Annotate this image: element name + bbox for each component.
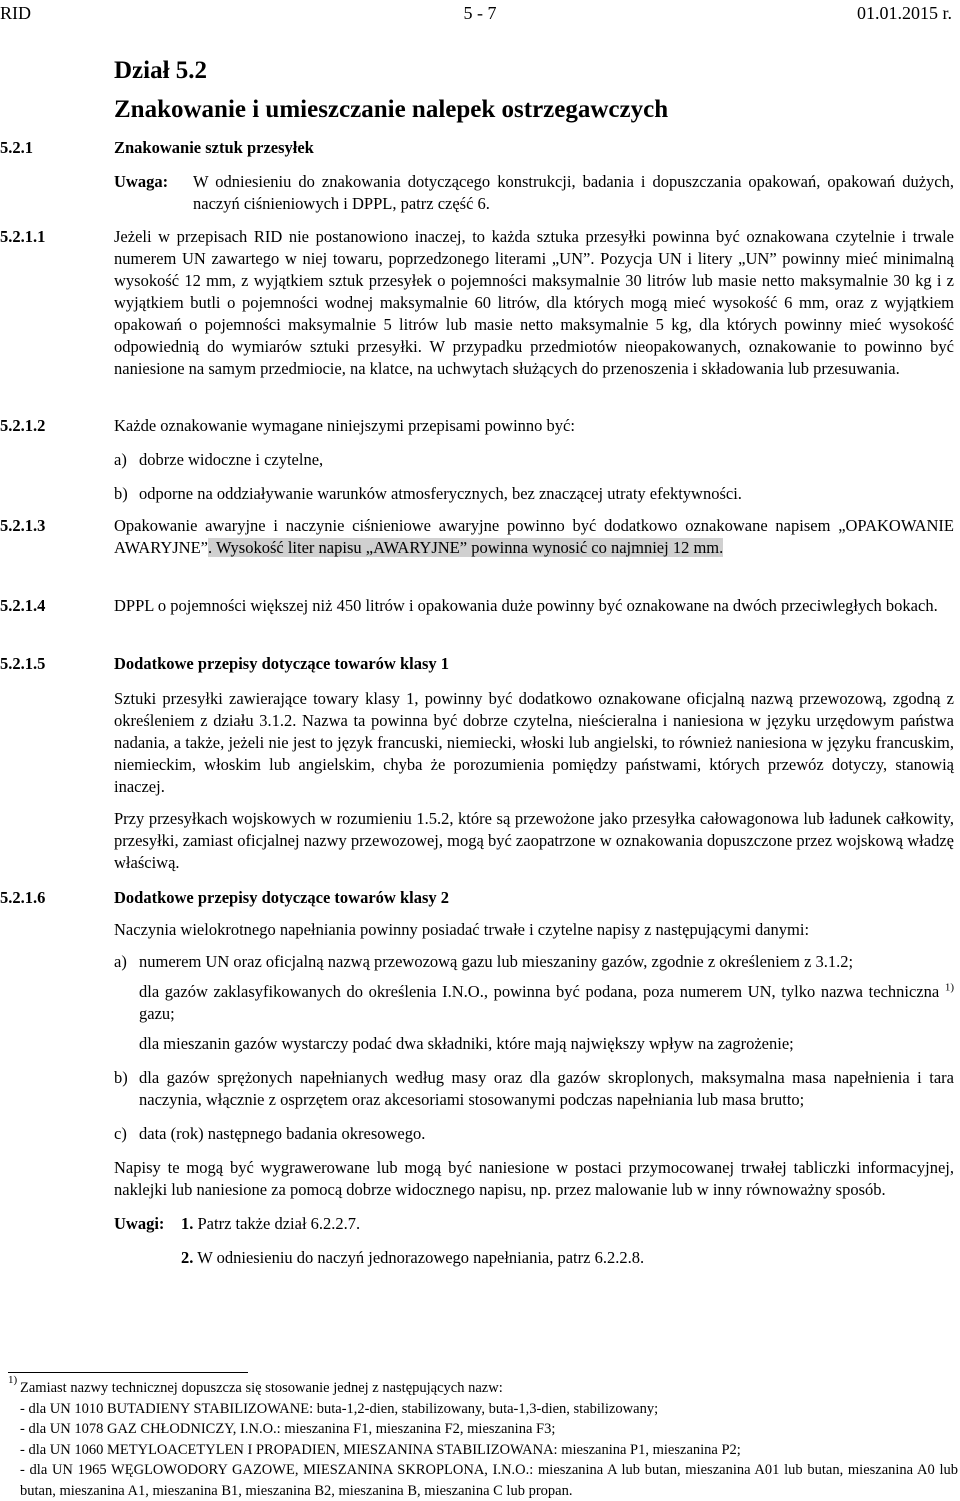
paragraph-text: Sztuki przesyłki zawierające towary klasy 1, powinny być dodatkowo oznakowane oficjalną nazwą przewozową, zgodną z określeniem z działu 3.1.2. Nazwa ta powinna być dobrze czytelna, nieścieralna i naniesiona w języku urzędowym państwa nadania, a także, jeżeli nie jest to język francuski, niemiecki, włoski lub angielski, to również naniesiona w języku francuskim, niemieckim, włoskim lub angielskim, chyba że porozumienia pomiędzy państwami, których przewóz dotyczy, stanowią inaczej.	[114, 689, 954, 796]
header-regulation: RID	[0, 3, 31, 23]
list-item-text: dla gazów sprężonych napełnianych według masy oraz dla gazów skroplonych, maksymalna masa napełnienia i tara naczynia, włącznie z osprzętem oraz akcesoriami stosowanymi podczas napełniania lub masa brutto;	[139, 1068, 954, 1109]
header-page-number: 5 - 7	[463, 3, 497, 23]
note-number: 1.	[181, 1214, 194, 1233]
notes-block	[114, 1213, 954, 1235]
footnote-intro: 1) Zamiast nazwy technicznej dopuszcza się stosowanie jednej z następujących nazw:	[8, 1374, 503, 1396]
list-marker: b)	[114, 1068, 128, 1087]
note-text: W odniesieniu do znakowania dotyczącego konstrukcji, badania i dopuszczania opakowań, opakowań dużych, naczyń ciśnieniowych i DPPL, patrz część 6.	[193, 172, 954, 213]
paragraph-5-2-1-2	[0, 415, 960, 505]
paragraph-text-plain: Opakowanie awaryjne i naczynie ciśnieniowe awaryjne powinno być dodatkowo oznakowane napisem „OPAKOWANIE AWARYJNE”	[114, 516, 954, 557]
list-marker: c)	[114, 1124, 127, 1143]
footnote-line: - dla UN 1010 BUTADIENY STABILIZOWANE: buta-1,2-dien, stabilizowany, buta-1,3-dien, stabilizowany;	[20, 1400, 659, 1417]
paragraph-number: 5.2.1.6	[0, 888, 46, 907]
paragraph-5-2-1-6	[0, 887, 960, 1269]
footnote-intro-text: Zamiast nazwy technicznej dopuszcza się stosowanie jednej z następujących nazw:	[20, 1380, 503, 1396]
footnote-ref: 1)	[944, 981, 954, 994]
paragraph-text: Każde oznakowanie wymagane niniejszymi przepisami powinno być:	[114, 416, 575, 435]
paragraph-text: Jeżeli w przepisach RID nie postanowiono inaczej, to każda sztuka przesyłki powinna być oznakowana czytelnie i trwale numerem UN zawartego w niej towaru, poprzedzonego literami „UN”. Pozycja UN i litery „UN” powinny mieć minimalną wysokość 12 mm, z wyjątkiem sztuk przesyłek o pojemności maksymalnie 30 litrów lub masie netto maksymalnie 30 kg i z wyjątkiem butli o pojemności wodnej maksymalnie 60 litrów, dla których mogą mieć wysokość 6 mm, oraz z wyjątkiem opakowań o pojemności maksymalnie 5 litrów lub masie netto maksymalnie 5 kg, dla których powinny mieć wysokość odpowiednią do wymiarów sztuki przesyłki. W przypadku przedmiotów nieopakowanych, oznakowanie to powinno być naniesione na samym przedmiocie, na klatce, na uchwytach służących do przenoszenia i składowania lub przesuwania.	[114, 227, 954, 378]
note-text: W odniesieniu do naczyń jednorazowego napełniania, patrz 6.2.2.8.	[197, 1248, 645, 1267]
footnotes	[8, 1374, 958, 1501]
paragraph-text: DPPL o pojemności większej niż 450 litrów i opakowania duże powinny być oznakowane na dwóch przeciwległych bokach.	[114, 596, 938, 615]
section-number: 5.2.1	[0, 138, 33, 157]
list-item	[114, 1067, 954, 1111]
note-item-2	[114, 1247, 954, 1269]
footnote-line: - dla UN 1078 GAZ CHŁODNICZY, I.N.O.: mieszanina F1, mieszanina F2, mieszanina F3;	[20, 1421, 556, 1437]
chapter-title: Dział 5.2	[114, 57, 208, 84]
list-marker: a)	[114, 952, 127, 971]
list-item	[114, 951, 954, 973]
paragraph-text: Napisy te mogą być wygrawerowane lub mogą być naniesione w postaci przymocowanej trwałej tabliczki informacyjnej, naklejki lub naniesione za pomocą dobrze widocznego napisu, np. przez malowanie lub w inny równoważny sposób.	[114, 1158, 954, 1199]
list-item-text: data (rok) następnego badania okresowego.	[139, 1124, 426, 1143]
chapter-subtitle: Znakowanie i umieszczanie nalepek ostrzegawczych	[114, 96, 669, 123]
list-subitem	[139, 981, 954, 1025]
footnote-line: - dla UN 1060 METYLOACETYLEN I PROPADIEN, MIESZANINA STABILIZOWANA: mieszanina P1, mieszanina P2;	[20, 1441, 741, 1458]
note-label: Uwaga:	[114, 172, 169, 191]
paragraph-text: Przy przesyłkach wojskowych w rozumieniu 1.5.2, które są przewożone jako przesyłka całowagonowa lub ładunek całkowity, przesyłki, zamiast oficjalnej nazwy przewozowej, mogą być zaopatrzone w oznakowania dopuszczone przez wojskową władzę właściwą.	[114, 809, 954, 872]
section-5-2-1	[0, 137, 960, 159]
paragraph-number: 5.2.1.2	[0, 416, 46, 435]
list-item	[114, 1123, 954, 1145]
list-marker: a)	[114, 450, 127, 469]
notes-label: Uwagi:	[114, 1214, 165, 1233]
footnote-line: - dla UN 1965 WĘGLOWODORY GAZOWE, MIESZANINA SKROPLONA, I.N.O.: mieszanina A lub butan, mieszanina A01 lub butan, mieszanina A0 lub butan, mieszanina A1, mieszanina B1, mieszanina B2, mieszanina B, mieszanina C lub propan.	[20, 1462, 958, 1499]
paragraph-number: 5.2.1.5	[0, 654, 46, 673]
paragraph-5-2-1-1	[0, 226, 960, 380]
paragraph-text	[114, 515, 954, 559]
paragraph-number: 5.2.1.3	[0, 516, 46, 535]
highlighted-text: . Wysokość liter napisu „AWARYJNE” powinna wynosić co najmniej 12 mm.	[208, 538, 724, 557]
section-title: Znakowanie sztuk przesyłek	[114, 138, 314, 157]
list-marker: b)	[114, 484, 128, 503]
note-item-1	[181, 1213, 360, 1235]
paragraph-5-2-1-3	[0, 515, 960, 559]
subitem-text: dla gazów zaklasyfikowanych do określenia I.N.O., powinna być podana, poza numerem UN, tylko nazwa techniczna	[139, 982, 940, 1001]
list-item-text: numerem UN oraz oficjalną nazwą przewozową gazu lub mieszaniny gazów, zgodnie z określeniem z 3.1.2;	[139, 952, 854, 971]
paragraph-title: Dodatkowe przepisy dotyczące towarów klasy 1	[114, 654, 450, 673]
paragraph-text: Naczynia wielokrotnego napełniania powinny posiadać trwałe i czytelne napisy z następującymi danymi:	[114, 920, 810, 939]
paragraph-number: 5.2.1.4	[0, 596, 46, 615]
paragraph-5-2-1-4	[0, 595, 960, 617]
note-block	[0, 171, 960, 215]
list-item	[114, 483, 954, 505]
footnote-separator	[8, 1372, 248, 1373]
list-item	[114, 449, 954, 471]
header-date: 01.01.2015 r.	[856, 3, 952, 23]
note-text: Patrz także dział 6.2.2.7.	[197, 1214, 361, 1233]
list-item-text: dobrze widoczne i czytelne,	[139, 450, 324, 469]
paragraph-title: Dodatkowe przepisy dotyczące towarów klasy 2	[114, 888, 450, 907]
paragraph-number: 5.2.1.1	[0, 227, 46, 246]
list-subitem: dla mieszanin gazów wystarczy podać dwa składniki, które mają największy wpływ na zagrożenie;	[139, 1034, 794, 1053]
running-header	[0, 2, 960, 24]
paragraph-5-2-1-5	[0, 653, 960, 874]
note-number: 2.	[181, 1248, 194, 1267]
list-item-text: odporne na oddziaływanie warunków atmosferycznych, bez znaczącej utraty efektywności.	[139, 484, 742, 503]
subitem-text-end: gazu;	[139, 1004, 175, 1023]
